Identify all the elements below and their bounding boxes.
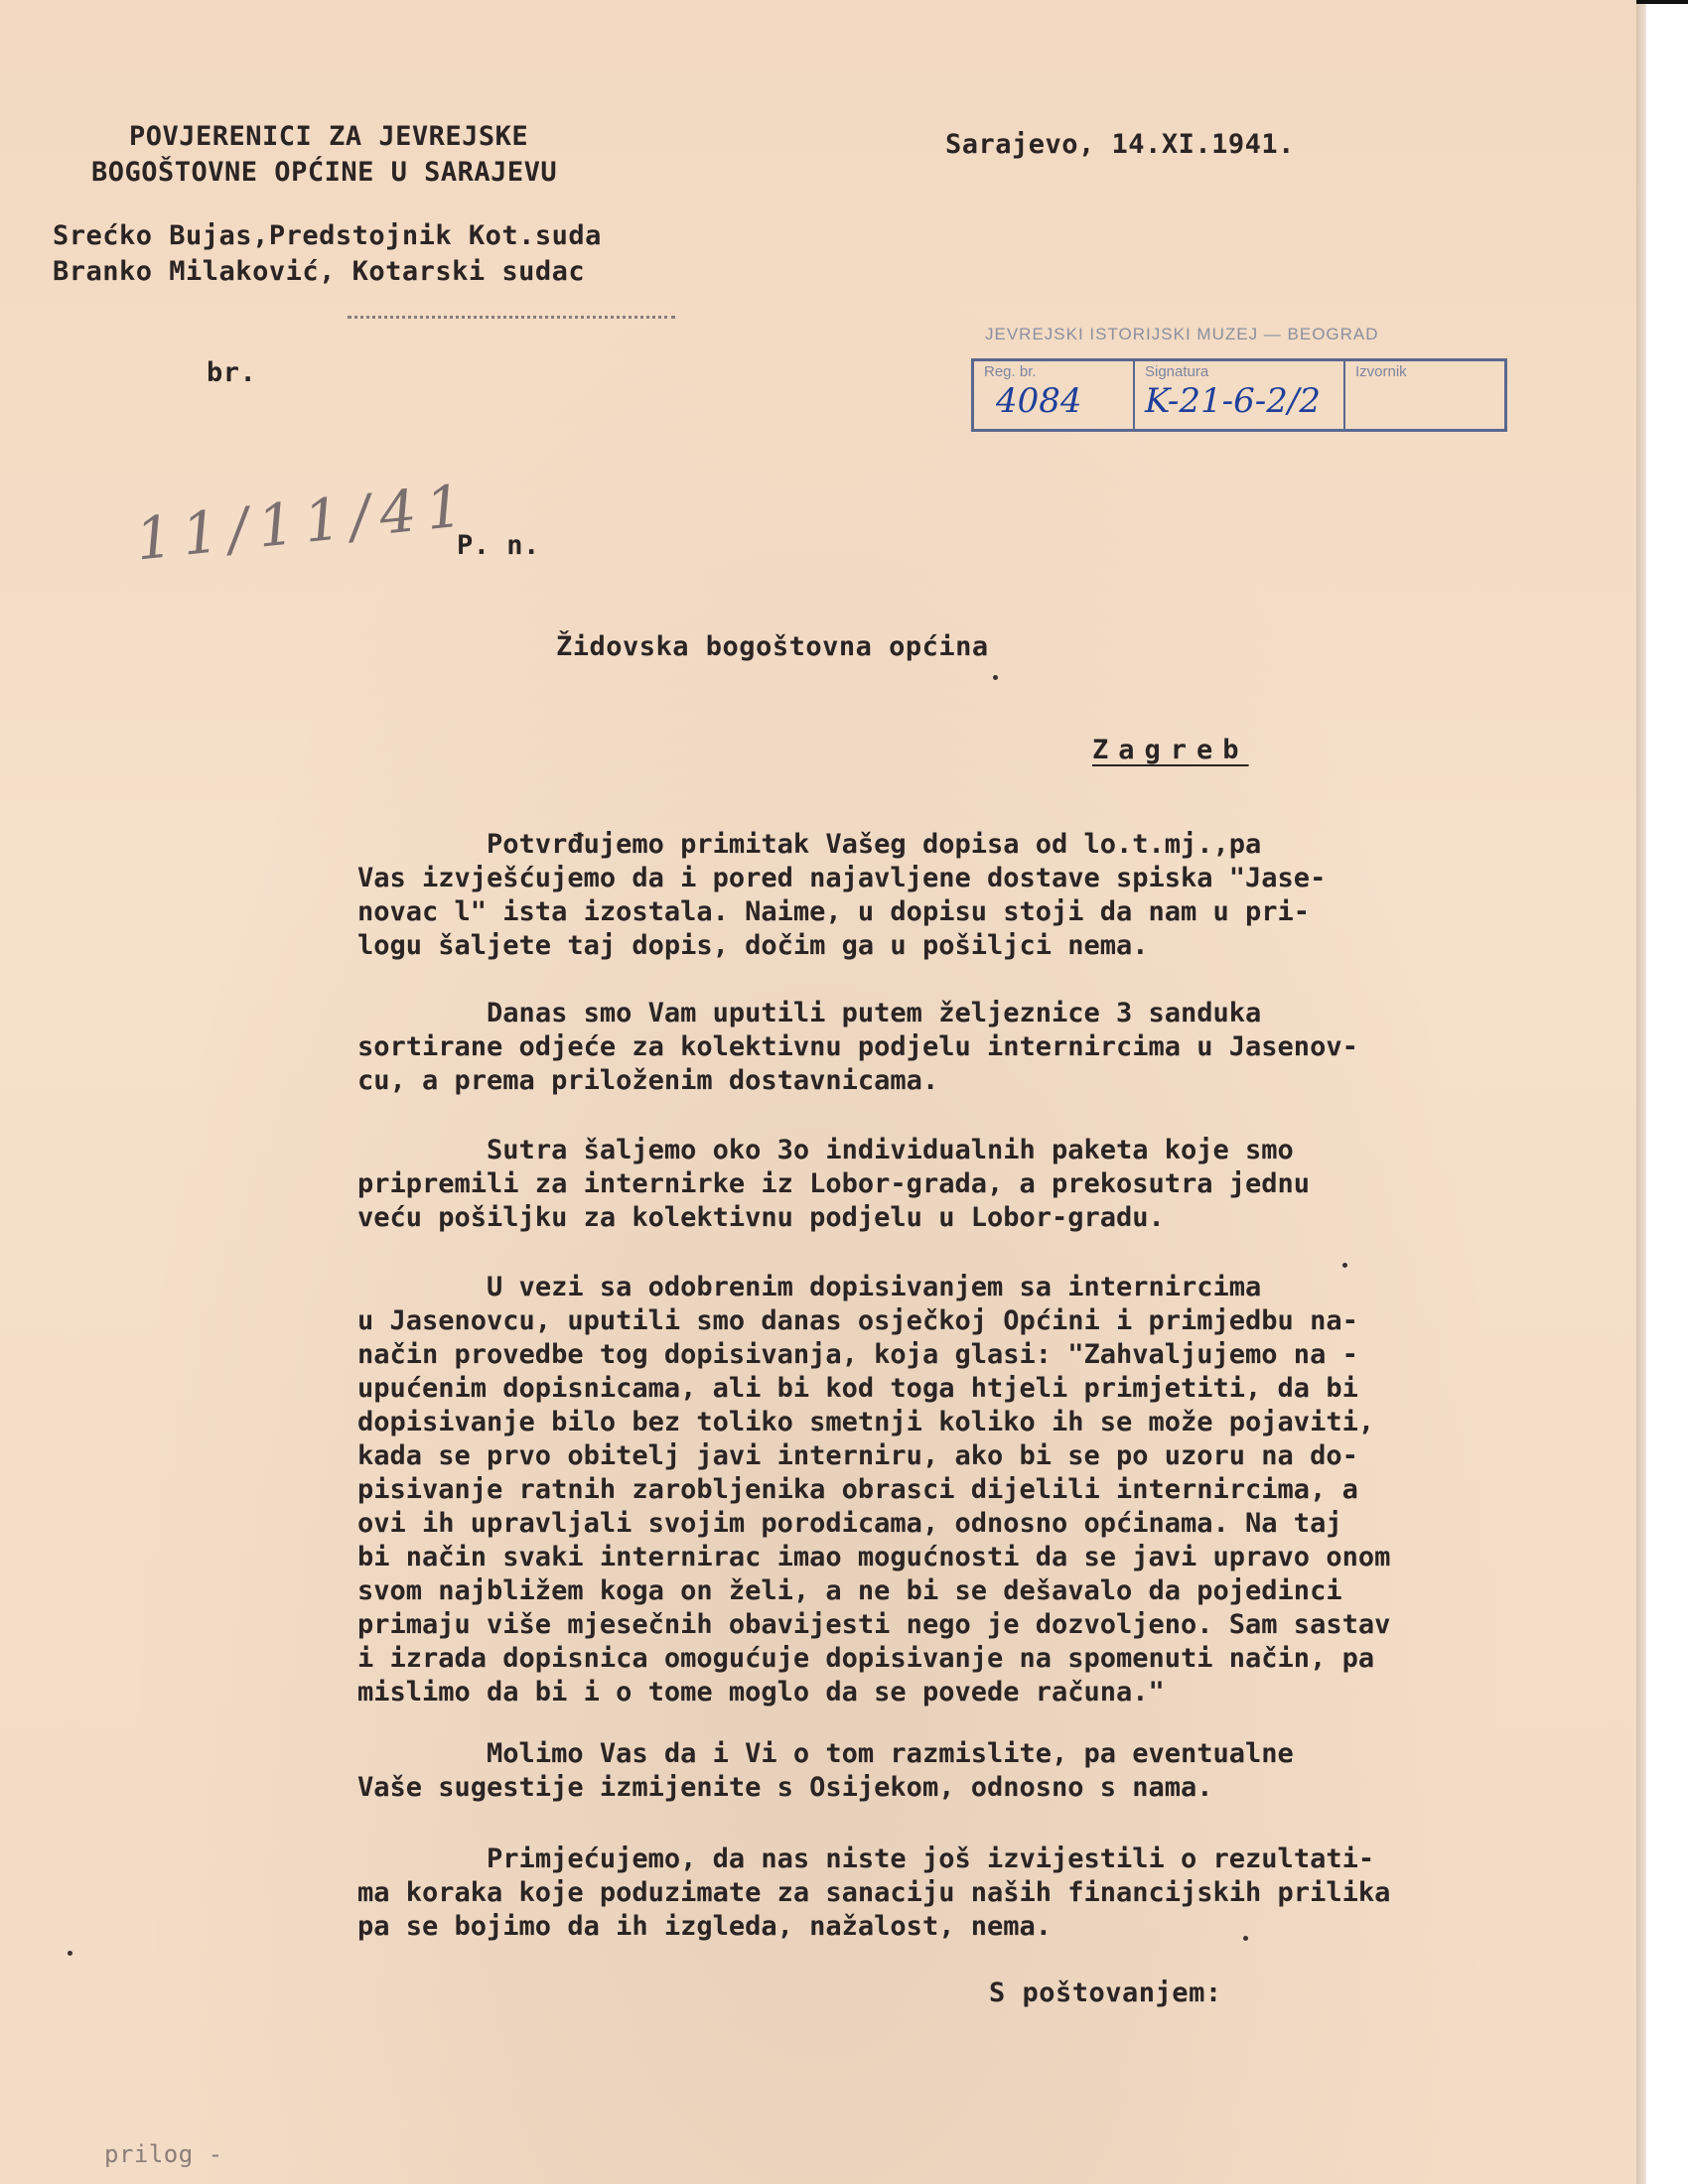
- body-paragraph-5: Molimo Vas da i Vi o tom razmislite, pa eventualne Vaše sugestije izmijenite s Osijekom, odnosno s nama.: [357, 1738, 1294, 1803]
- archive-stamp-title: JEVREJSKI ISTORIJSKI MUZEJ — BEOGRAD: [985, 325, 1379, 343]
- stamp-reg-label: Reg. br.: [984, 363, 1037, 380]
- recipient-city: Zagreb: [1092, 735, 1249, 765]
- letterhead-org-line2: BOGOŠTOVNE OPĆINE U SARAJEVU: [91, 157, 558, 188]
- body-paragraph-4: U vezi sa odobrenim dopisivanjem sa internircima u Jasenovcu, uputili smo danas osječkoj Općini i primjedbu na- način provedbe tog dopisivanja, koja glasi: "Zahvaljujemo na - upućenim dopisnicama, ali bi kod toga htjeli primjetiti, da bi dopisivanje bilo bez toliko smetnji koliko ih se može pojaviti, kada se prvo obitelj javi interniru, ako bi se po uzoru na do- pisivanje ratnih zarobljenika obrasci dijelili internircima, a ovi ih upravljali svojim porodicama, odnosno općinama. Na taj bi način svaki internirac imao mogućnosti da se javi upravo onom svom najbližem koga on želi, a ne bi se dešavalo da pojedinci primaju više mjesečnih obavijesti nego je dozvoljeno. Sam sastav i izrada dopisnica omogućuje dopisivanje na spomenuti način, pa mislimo da bi i o tome moglo da se povede računa.": [357, 1272, 1391, 1707]
- date-line: Sarajevo, 14.XI.1941.: [945, 129, 1295, 160]
- footer-note: prilog -: [104, 2140, 223, 2168]
- dotted-rule: [348, 316, 675, 319]
- letterhead-org-line1: POVJERENICI ZA JEVREJSKE: [129, 121, 529, 152]
- body-paragraph-1: Potvrđujemo primitak Vašeg dopisa od lo.t.mj.,pa Vas izvješćujemo da i pored najavljene dostave spiska "Jase- novac l" ista izostala. Naime, u dopisu stoji da nam u pri- logu šaljete taj dopis, dočim ga u pošiljci nema.: [357, 829, 1327, 961]
- ink-speck: [68, 1951, 72, 1956]
- body-paragraph-2: Danas smo Vam uputili putem željeznice 3 sanduka sortirane odjeće za kolektivnu podjelu internircima u Jasenov- cu, a prema priloženim dostavnicama.: [357, 998, 1358, 1096]
- ink-speck: [993, 675, 998, 680]
- closing-line: S poštovanjem:: [989, 1978, 1222, 2008]
- pencil-annotation: 11/11/41: [132, 471, 477, 574]
- official-name-2: Branko Milaković, Kotarski sudac: [53, 256, 586, 287]
- body-paragraph-3: Sutra šaljemo oko 3o individualnih paketa koje smo pripremili za internirke iz Lobor-grada, a prekosutra jednu veću pošiljku za kolektivnu podjelu u Lobor-gradu.: [357, 1135, 1311, 1233]
- stamp-cell-extra: [1345, 361, 1507, 429]
- recipient: Židovska bogoštovna općina: [556, 631, 989, 662]
- ink-speck: [1243, 1936, 1248, 1941]
- stamp-cell-signature: [1135, 361, 1345, 429]
- scan-border: [1636, 0, 1688, 4]
- stamp-reg-number: 4084: [996, 381, 1082, 421]
- page-edge: [1636, 0, 1646, 2184]
- ink-speck: [1342, 1263, 1347, 1268]
- stamp-sig-label: Signatura: [1145, 363, 1209, 380]
- salutation: P. n.: [457, 530, 540, 561]
- stamp-cell-reg: [974, 361, 1135, 429]
- archive-stamp: [971, 358, 1507, 432]
- official-name-1: Srećko Bujas,Predstojnik Kot.suda: [53, 220, 602, 251]
- stamp-ex-label: Izvornik: [1355, 363, 1407, 380]
- body-paragraph-6: Primjećujemo, da nas niste još izvijestili o rezultati- ma koraka koje poduzimate za sanaciju naših financijskih prilika pa se bojimo da ih izgleda, nažalost, nema.: [357, 1843, 1391, 1942]
- reference-label: br.: [207, 357, 257, 388]
- stamp-sig-value: K-21-6-2/2: [1145, 381, 1322, 421]
